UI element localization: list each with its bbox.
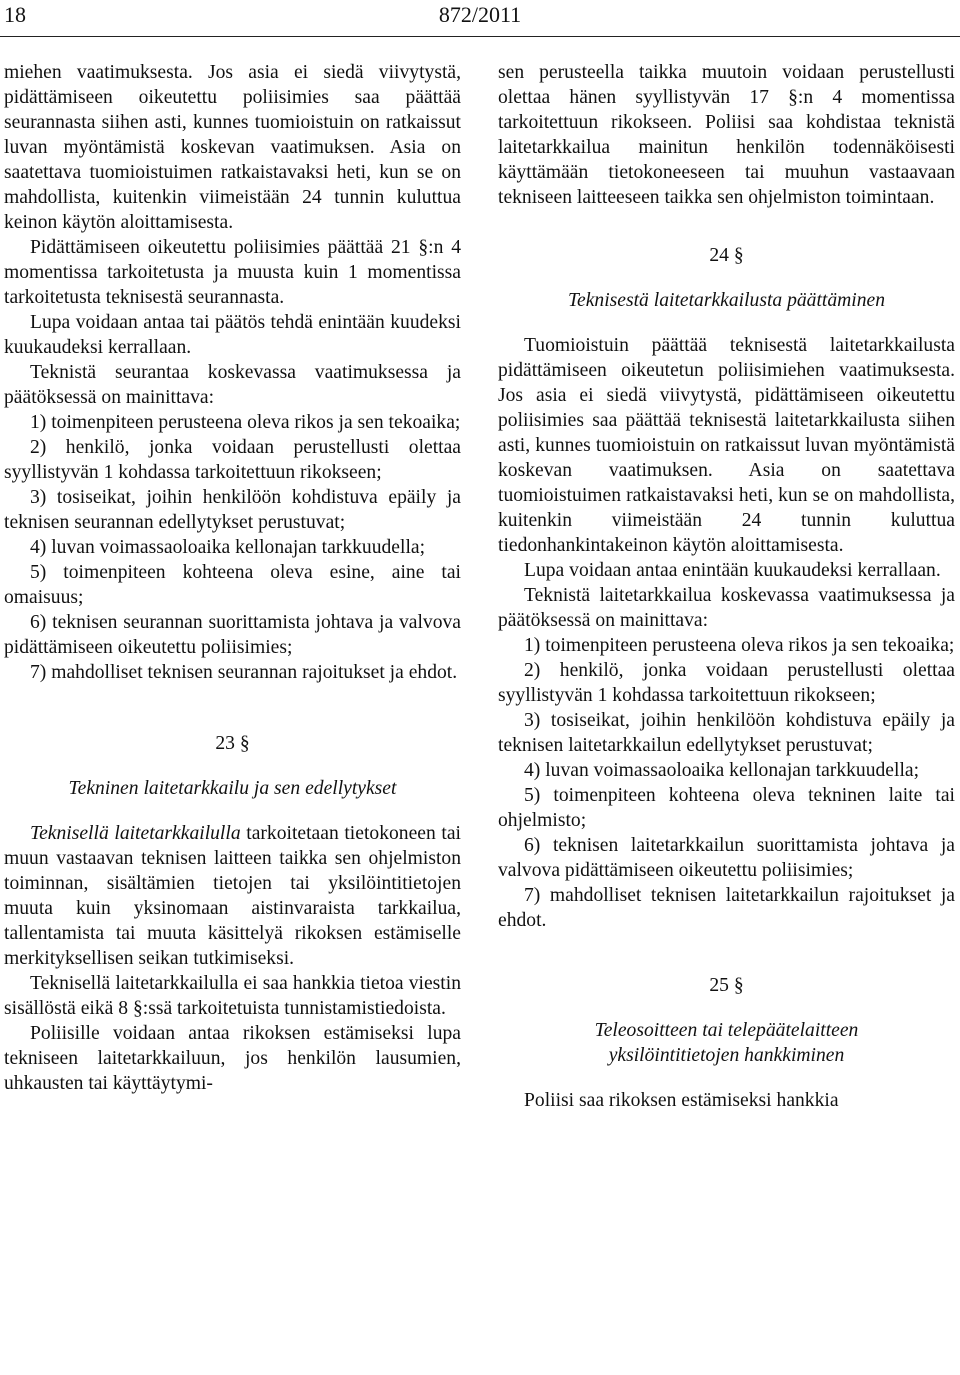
list-item: 6) teknisen laitetarkkailun suorittamista johtava ja valvova pidättämiseen oikeutettu poliisimies; (498, 835, 955, 881)
paragraph: Lupa voidaan antaa enintään kuukaudeksi kerrallaan. (524, 560, 941, 581)
paragraph: Teknistä laitetarkkailua koskevassa vaatimuksessa ja päätöksessä on mainittava: (498, 585, 955, 631)
paragraph: Poliisi saa rikoksen estämiseksi hankkia (524, 1090, 839, 1111)
page-header (0, 0, 960, 46)
list-item: 5) toimenpiteen kohteena oleva tekninen laite tai ohjelmisto; (498, 785, 955, 831)
list-item: 2) henkilö, jonka voidaan perustellusti olettaa syyllistyvän 1 kohdassa tarkoitettuun rikokseen; (498, 660, 955, 706)
right-column (498, 60, 955, 1113)
paragraph: Pidättämiseen oikeutettu poliisimies päättää 21 §:n 4 momentissa tarkoitetusta ja muusta kuin 1 momentissa tarkoitetusta teknisestä seurannasta. (4, 237, 461, 308)
list-item: 3) tosiseikat, joihin henkilöön kohdistuva epäily ja teknisen seurannan edellytykset perustuvat; (4, 487, 461, 533)
list-item: 6) teknisen seurannan suorittamista johtava ja valvova pidättämiseen oikeutettu poliisimies; (4, 612, 461, 658)
section-title: Tekninen laitetarkkailu ja sen edellytykset (68, 778, 397, 799)
list-item: 2) henkilö, jonka voidaan perustellusti olettaa syyllistyvän 1 kohdassa tarkoitettuun rikokseen; (4, 437, 461, 483)
document-id: 872/2011 (438, 2, 522, 27)
paragraph (4, 821, 461, 971)
list-item: 4) luvan voimassaoloaika kellonajan tarkkuudella; (524, 760, 920, 781)
list-item: 5) toimenpiteen kohteena oleva esine, aine tai omaisuus; (4, 562, 461, 608)
list-item: 7) mahdolliset teknisen seurannan rajoitukset ja ehdot. (30, 662, 458, 683)
defined-term: Teknisellä laitetarkkailulla (30, 823, 241, 844)
list-item: 3) tosiseikat, joihin henkilöön kohdistuva epäily ja teknisen laitetarkkailun edellytykset perustuvat; (498, 710, 955, 756)
left-column (4, 60, 461, 1096)
list-item: 7) mahdolliset teknisen laitetarkkailun rajoitukset ja ehdot. (498, 885, 955, 931)
paragraph: sen perusteella taikka muutoin voidaan perustellusti olettaa hänen syyllistyvän 17 §:n 4 momentissa tarkoitettuun rikokseen. Poliisi saa kohdistaa teknistä laitetarkkailua mainitun henkilön todennäköisesti käyttämään tietokoneeseen tai muuhun vastaavaan tekniseen laitteeseen taikka sen ohjelmiston toimintaan. (498, 62, 955, 208)
paragraph: Poliisille voidaan antaa rikoksen estämiseksi lupa tekniseen laitetarkkailuun, jos henkilön lausumien, uhkausten tai käyttäytymi- (4, 1023, 461, 1094)
section-number: 25 § (709, 975, 744, 996)
paragraph-text: tarkoitetaan tietokoneen tai muun vastaavan teknisen laitteen taikka sen ohjelmiston toiminnan, sisältämien tietojen tai yksilöintitietojen muuta kuin yksinomaan aistinvaraista tarkkailua, tallentamista tai muuta käsittelyä rikoksen estämiselle merkityksellisen seikan tutkimiseksi. (4, 823, 461, 969)
paragraph: Teknistä seurantaa koskevassa vaatimuksessa ja päätöksessä on mainittava: (4, 362, 461, 408)
section-number: 23 § (215, 733, 250, 754)
section-number: 24 § (709, 245, 744, 266)
paragraph: Teknisellä laitetarkkailulla ei saa hankkia tietoa viestin sisällöstä eikä 8 §:ssä tarkoitetuista tunnistamistiedoista. (4, 973, 461, 1019)
header-rule (0, 36, 960, 37)
list-item: 1) toimenpiteen perusteena oleva rikos ja sen tekoaika; (524, 635, 955, 656)
list-item: 4) luvan voimassaoloaika kellonajan tarkkuudella; (30, 537, 426, 558)
paragraph: Lupa voidaan antaa tai päätös tehdä enintään kuudeksi kuukaudeksi kerrallaan. (4, 312, 461, 358)
section-title: Teleosoitteen tai telepäätelaitteen yksilöintitietojen hankkiminen (594, 1020, 859, 1066)
list-item: 1) toimenpiteen perusteena oleva rikos ja sen tekoaika; (30, 412, 461, 433)
page-number: 18 (4, 2, 26, 27)
section-title: Teknisestä laitetarkkailusta päättäminen (567, 290, 886, 311)
paragraph: Tuomioistuin päättää teknisestä laitetarkkailusta pidättämiseen oikeutetun poliisimiehen vaatimuksesta. Jos asia ei siedä viivytystä, pidättämiseen oikeutettu poliisimies saa päättää teknisestä laitetarkkailusta siihen asti, kunnes tuomioistuin on ratkaissut luvan myöntämistä koskevan vaatimuksen. Asia on saatettava tuomioistuimen ratkaistavaksi heti, kun se on mahdollista, kuitenkin viimeistään 24 tunnin kuluttua tiedonhankintakeinon käytön aloittamisesta. (498, 335, 955, 556)
paragraph: miehen vaatimuksesta. Jos asia ei siedä viivytystä, pidättämiseen oikeutettu poliisimies saa päättää seurannasta siihen asti, kunnes tuomioistuin on ratkaissut luvan myöntämistä koskevan vaatimuksen. Asia on saatettava tuomioistuimen ratkaistavaksi heti, kun se on mahdollista, kuitenkin viimeistään 24 tunnin kuluttua keinon käytön aloittamisesta. (4, 62, 461, 233)
